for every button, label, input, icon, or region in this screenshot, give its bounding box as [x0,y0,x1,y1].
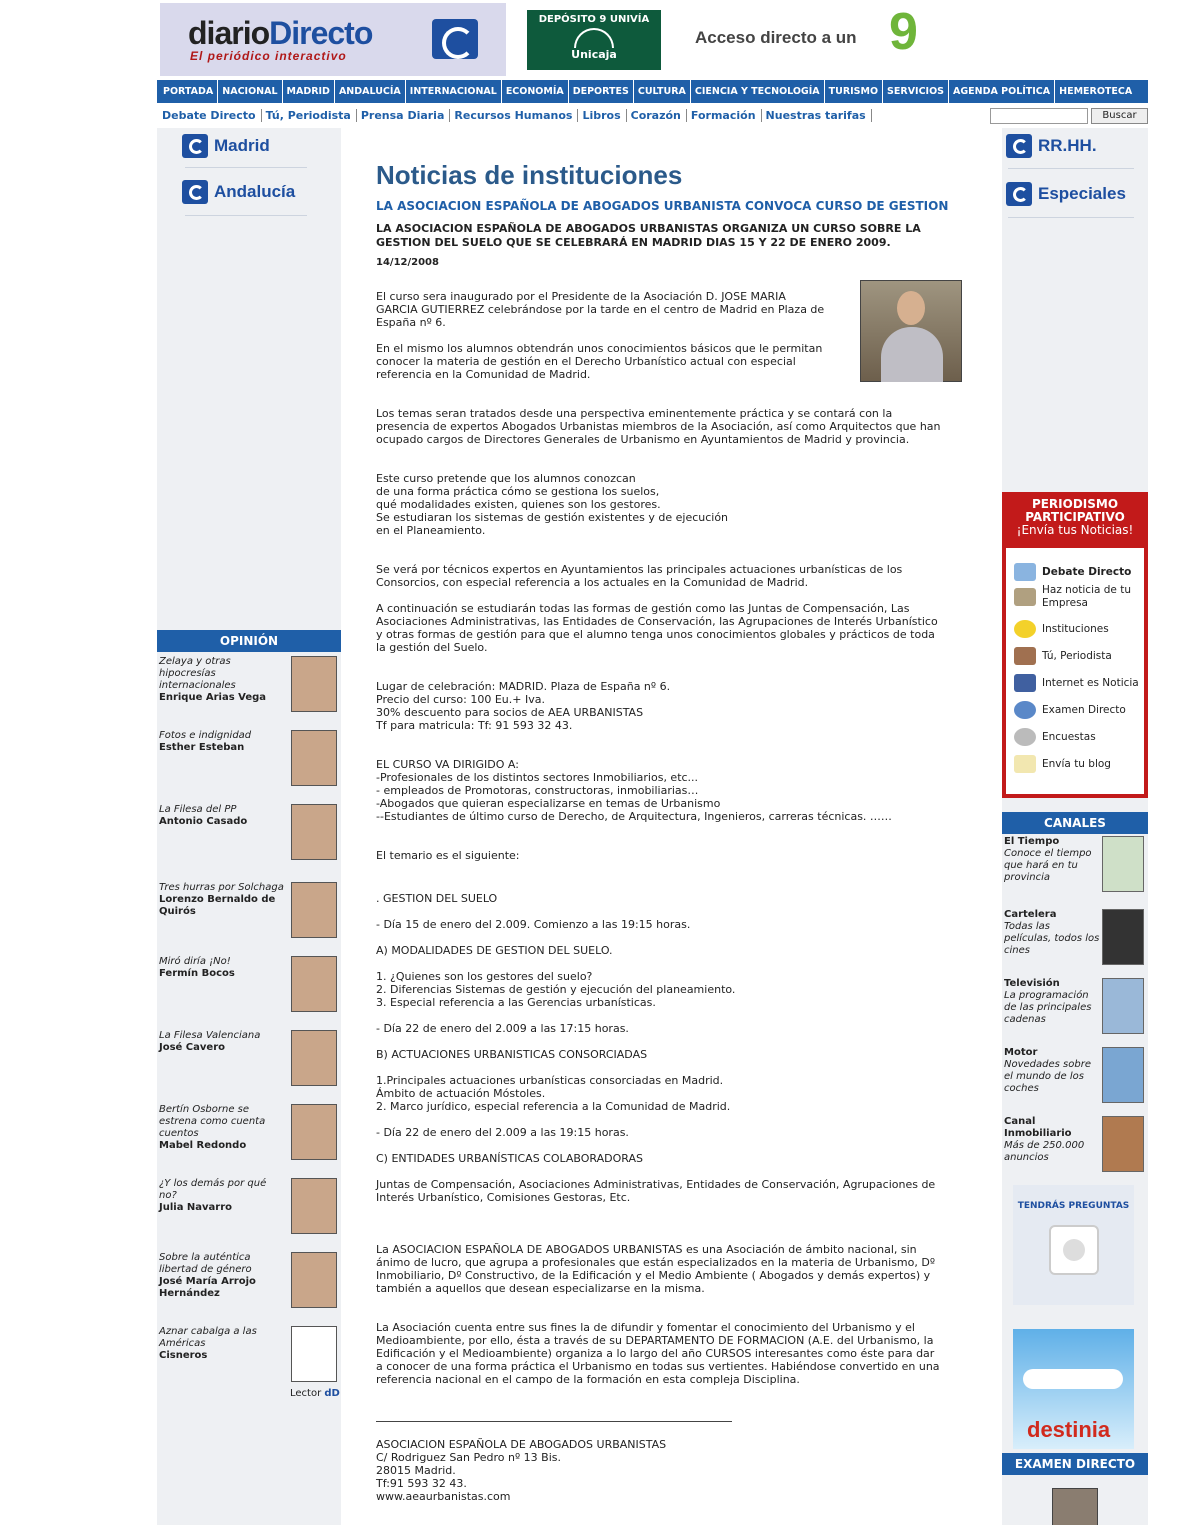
section-logo-icon [1006,182,1032,206]
nav-item[interactable]: TURISMO [825,80,883,103]
search-input[interactable] [990,108,1088,124]
unicaja-banner[interactable] [527,10,661,70]
author-photo [291,730,337,786]
pp-title: PERIODISMO [1031,497,1119,511]
pp-list [1006,548,1144,794]
logo-tagline: El periódico interactivo [190,49,347,63]
opinion-item[interactable]: Aznar cabalga a las Américas Cisneros [159,1326,339,1384]
section-label: Especiales [1038,184,1126,203]
left-sidebar [157,128,341,1525]
author-photo [291,882,337,938]
pp-item[interactable]: Internet es Noticia [1014,674,1139,692]
article-paragraph: La Asociación cuenta entre sus fines la de difundir y fomentar el conocimiento del Urbanismo y el Medioambiente, por ello, ésta a través de su DEPARTAMENTO DE FORMACION (A.E. del Urbanismo, la Edificación y el Medioambiente) organiza a lo largo del año CURSOS interesantes como éste para dar a conocer de una forma práctica el Urbanismo en todas sus vertientes. Habiéndose convertido en una referencia nacional en el campo de la formación en esta compleja Disciplina. [376,1321,940,1386]
article-paragraph: A continuación se estudiarán todas las formas de gestión como las Juntas de Compensación, Las Asociaciones Administrativas, las Entidades de Conservación, las Agrupaciones de Interés Urbanístico y otras formas de gestión para que el alumno tenga unos conocimientos globales y prácticos de toda la gestión del Suelo. [376,602,938,654]
pp-title-2: PARTICIPATIVO [1025,510,1125,524]
article-paragraph: La ASOCIACION ESPAÑOLA DE ABOGADOS URBANISTAS es una Asociación de ámbito nacional, sin ánimo de lucro, que agrupa a profesionales que están especializados en la materia de Urbanismo, Dº Inmobiliario, Dº Constructivo, de la Edificación y el Medio Ambiente ( Abogados y demás expertos) y también a aquellos que desean especializarse en la misma. [376,1243,936,1295]
article-date: 14/12/2008 [376,257,439,268]
opinion-item[interactable]: Miró diría ¡No! Fermín Bocos [159,956,339,1014]
pp-item[interactable]: Encuestas [1014,728,1096,746]
pp-item[interactable]: Instituciones [1014,620,1109,638]
logo-text: diarioDirecto [188,15,373,51]
page-title: Noticias de instituciones [376,160,683,190]
section-label: Andalucía [214,182,296,201]
nav-item[interactable]: HEMEROTECA [1059,86,1133,97]
banner-text: TENDRÁS PREGUNTAS [1017,1201,1130,1211]
article-paragraph: A) MODALIDADES DE GESTION DEL SUELO. [376,944,613,957]
lector-dd-link[interactable]: Lector dD [290,1388,340,1399]
section-logo-icon [182,134,208,158]
article-photo [860,280,962,382]
divider [1008,217,1134,218]
opinion-item[interactable]: ¿Y los demás por qué no? Julia Navarro [159,1178,339,1236]
opinion-item[interactable]: Bertín Osborne se estrena como cuenta cuentos Mabel Redondo [159,1104,339,1162]
pp-item[interactable]: Debate Directo [1014,563,1131,581]
author-photo [291,804,337,860]
canal-item[interactable]: El Tiempo Conoce el tiempo que hará en tu provincia [1004,836,1146,896]
canal-item[interactable]: Motor Novedades sobre el mundo de los coches [1004,1047,1146,1107]
article-paragraph: 1.Principales actuaciones urbanísticas consorciadas en Madrid. Ámbito de actuación Móstoles. 2. Marco jurídico, especial referencia a la Comunidad de Madrid. [376,1074,731,1113]
acceso-banner-text[interactable]: Acceso directo a un [695,28,857,47]
nav-item[interactable]: INTERNACIONAL [406,80,502,103]
article-paragraph: Juntas de Compensación, Asociaciones Administrativas, Entidades de Conservación, Agrupaciones de Interés Urbanístico, Comisiones Gestoras, Etc. [376,1178,936,1204]
television-icon [1102,978,1144,1034]
author-photo [291,656,337,712]
site-logo[interactable] [160,3,506,76]
nav-item[interactable]: DEPORTES [569,80,634,103]
opinion-item[interactable]: Sobre la auténtica libertad de género José María Arrojo Hernández [159,1252,339,1310]
smiley-icon [1014,620,1036,638]
opinion-item[interactable]: Zelaya y otras hipocresías internacionales Enrique Arias Vega [159,656,339,714]
section-logo-icon [182,180,208,204]
subnav-link[interactable]: Nuestras tarifas [766,109,872,122]
opinion-item[interactable]: Fotos e indignidad Esther Esteban [159,730,339,788]
author-photo [291,1178,337,1234]
acceso-banner-nine[interactable]: 9 [889,3,918,61]
opinion-item[interactable]: Tres hurras por Solchaga Lorenzo Bernaldo de Quirós [159,882,339,940]
section-link-andalucia[interactable] [182,180,295,204]
author-photo [291,1326,337,1382]
pp-item[interactable]: Envía tu blog [1014,755,1111,773]
examen-directo-header: EXAMEN DIRECTO [1002,1453,1148,1475]
subnav-link[interactable]: Corazón [631,109,687,122]
logo-mark-icon [432,19,478,59]
canales-header: CANALES [1002,812,1148,834]
pp-item[interactable]: Tú, Periodista [1014,647,1112,665]
right-sidebar [1002,128,1148,1525]
section-logo-icon [1006,134,1032,158]
nav-item[interactable]: ANDALUCÍA [335,80,406,103]
airplane-icon [1023,1369,1123,1389]
destinia-banner[interactable] [1013,1329,1134,1449]
article-paragraph: . GESTION DEL SUELO [376,892,498,905]
nav-item[interactable]: SERVICIOS [883,80,949,103]
article-paragraph: El curso sera inaugurado por el Presidente de la Asociación D. JOSE MARIA GARCIA GUTIERREZ celebrándose por la tarde en el centro de Madrid en Plaza de España nº 6. [376,290,825,329]
subnav-link[interactable]: Prensa Diaria [361,109,451,122]
divider [1008,168,1134,169]
socket-icon [1049,1225,1099,1275]
nav-item[interactable]: CULTURA [634,80,691,103]
building-icon [1102,1116,1144,1172]
subnav-link[interactable]: Formación [691,109,762,122]
nav-item[interactable]: PORTADA [159,80,218,103]
nav-item[interactable]: AGENDA POLÍTICA [949,80,1055,103]
nav-item[interactable]: NACIONAL [218,80,282,103]
article-lead: LA ASOCIACION ESPAÑOLA DE ABOGADOS URBANISTAS ORGANIZA UN CURSO SOBRE LA GESTION DEL SUELO QUE SE CELEBRARÁ EN MADRID DIAS 15 Y 22 DE ENERO 2009. [376,222,921,249]
article-paragraph: En el mismo los alumnos obtendrán unos conocimientos básicos que le permitan conocer la materia de gestión en el Derecho Urbanístico actual con especial referencia en la Comunidad de Madrid. [376,342,823,381]
chat-bubble-icon [1014,563,1036,581]
opinion-item[interactable]: La Filesa Valenciana José Cavero [159,1030,339,1088]
subnav-link[interactable]: Debate Directo [162,109,262,122]
page [157,0,1148,1525]
author-photo [291,1252,337,1308]
article-paragraph: Este curso pretende que los alumnos conozcan de una forma práctica cómo se gestiona los suelos, qué modalidades existen, quienes son los gestores. Se estudiaran los sistemas de gestión existentes y de ejecución en el Planeamiento. [376,472,729,537]
section-label: Madrid [214,136,270,155]
article-headline: LA ASOCIACION ESPAÑOLA DE ABOGADOS URBANISTA CONVOCA CURSO DE GESTION [376,199,949,213]
article-paragraph: B) ACTUACIONES URBANISTICAS CONSORCIADAS [376,1048,648,1061]
canal-item[interactable]: Cartelera Todas las películas, todos los cines [1004,909,1146,969]
film-reel-icon [1102,909,1144,965]
section-label: RR.HH. [1038,136,1097,155]
destinia-logo: destinia [1027,1417,1111,1442]
article-paragraph: - Día 22 de enero del 2.009 a las 19:15 horas. [376,1126,629,1139]
canal-item[interactable]: Canal Inmobiliario Más de 250.000 anuncios [1004,1116,1146,1176]
tendras-preguntas-banner[interactable] [1013,1185,1134,1305]
nav-item[interactable]: ECONOMÍA [502,80,569,103]
author-photo [291,1030,337,1086]
opinion-header: OPINIÓN [157,630,341,652]
main-nav [157,80,1148,103]
article-paragraph: EL CURSO VA DIRIGIDO A: -Profesionales de los distintos sectores Inmobiliarios, etc... - empleados de Promotoras, constructoras, inmobiliarias… -Abogados que quieran especializarse en temas de Urbanismo --Estudiantes de último curso de Derecho, de Arquitectura, Ingenieros, carreras técnicas. …… [376,758,892,823]
divider [185,215,307,216]
article-paragraph: 1. ¿Quienes son los gestores del suelo? 2. Diferencias Sistemas de gestión y ejecución del planeamiento. 3. Especial referencia a las Gerencias urbanísticas. [376,970,736,1009]
notebook-icon [1014,647,1036,665]
canal-item[interactable]: Televisión La programación de las principales cadenas [1004,978,1146,1038]
article-paragraph: C) ENTIDADES URBANÍSTICAS COLABORADORAS [376,1152,643,1165]
newspaper-icon [1014,588,1036,606]
examen-photo[interactable] [1052,1488,1098,1525]
periodismo-participativo-panel [1002,492,1148,798]
article-paragraph: Se verá por técnicos expertos en Ayuntamientos las principales actuaciones urbanísticas de los Consorcios, con especial referencia a los actuales en la Comunidad de Madrid. [376,563,903,589]
unicaja-brand: Unicaja [571,48,617,61]
pp-subtitle[interactable]: ¡Envía tus Noticias! [1016,523,1134,537]
weather-map-icon [1102,836,1144,892]
signature-divider [376,1421,732,1422]
search-button[interactable]: Buscar [1091,108,1148,124]
notepad-icon [1014,755,1036,773]
globe-icon [1014,701,1036,719]
car-icon [1102,1047,1144,1103]
subnav-link[interactable]: Tú, Periodista [266,109,357,122]
author-photo [291,956,337,1012]
article-paragraph: Lugar de celebración: MADRID. Plaza de España nº 6. Precio del curso: 100 Eu.+ Iva. 30% descuento para socios de AEA URBANISTAS Tf para matricula: Tf: 91 593 32 43. [376,680,671,732]
pen-icon [1014,674,1036,692]
nav-item[interactable]: CIENCIA Y TECNOLOGÍA [691,80,825,103]
opinion-item[interactable]: La Filesa del PP Antonio Casado [159,804,339,862]
nav-item[interactable]: MADRID [283,80,335,103]
article-paragraph: - Día 15 de enero del 2.009. Comienzo a las 19:15 horas. [376,918,691,931]
sub-nav [157,106,876,124]
unicaja-arc-icon [574,28,614,48]
magnifier-icon [1014,728,1036,746]
section-link-especiales[interactable] [1006,182,1126,206]
article-paragraph: - Día 22 de enero del 2.009 a las 17:15 horas. [376,1022,629,1035]
unicaja-top-text: DEPÓSITO 9 UNIVÍA [538,14,650,25]
divider [185,167,307,168]
section-link-madrid[interactable] [182,134,270,158]
article-paragraph: El temario es el siguiente: [376,849,520,862]
subnav-link[interactable]: Recursos Humanos [454,109,578,122]
subnav-link[interactable]: Libros [582,109,626,122]
pp-item[interactable]: Haz noticia de tu Empresa [1014,584,1142,610]
pp-item[interactable]: Examen Directo [1014,701,1126,719]
article-signature: ASOCIACION ESPAÑOLA DE ABOGADOS URBANISTAS C/ Rodriguez San Pedro nº 13 Bis. 28015 Madrid. Tf:91 593 32 43. www.aeaurbanistas.com [376,1438,667,1503]
author-photo [291,1104,337,1160]
article-paragraph: Los temas seran tratados desde una perspectiva eminentemente práctica y se contará con la presencia de expertos Abogados Urbanistas miembros de la Asociación, así como Arquitectos que han ocupado cargos de Directores Generales de Urbanismo en Ayuntamientos de Madrid y provincia. [376,407,941,446]
section-link-rrhh[interactable] [1006,134,1097,158]
